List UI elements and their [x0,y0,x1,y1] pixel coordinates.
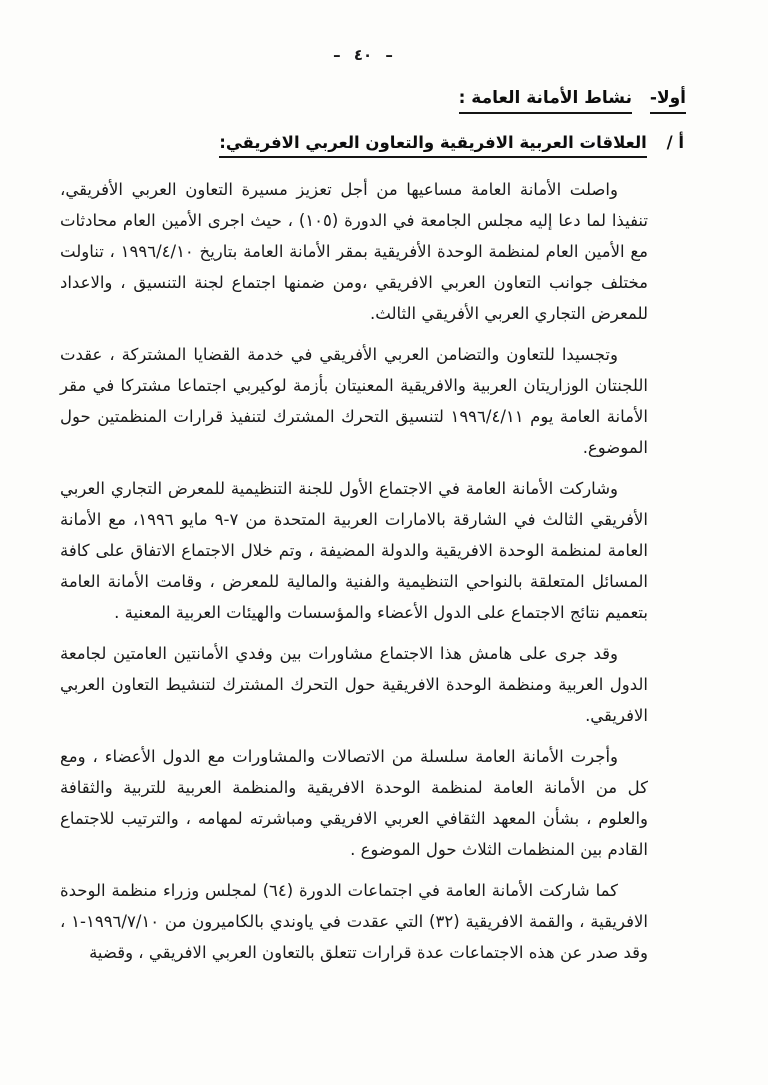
paragraph-5: وأجرت الأمانة العامة سلسلة من الاتصالات والمشاورات مع الدول الأعضاء ، ومع كل من الأمانة العامة لمنظمة الوحدة الافريقية والمنظمة العربية للتربية والثقافة والعلوم ، بشأن المعهد الثقافي العربي الافريقي ومباشرته لمهامه ، والترتيب للاجتماع القادم بين المنظمات الثلاث حول الموضوع . [60,747,648,859]
subsection-heading-prefix: أ / [666,133,684,152]
subsection-heading-title: العلاقات العربية الافريقية والتعاون العربي الافريقي: [219,133,647,158]
section-heading-title: نشاط الأمانة العامة : [459,88,632,114]
body-text [60,174,648,968]
paragraph-4: وقد جرى على هامش هذا الاجتماع مشاورات بين وفدي الأمانتين العامتين لجامعة الدول العربية ومنظمة الوحدة الافريقية حول التحرك المشترك لتنشيط التعاون العربي الافريقي. [60,644,648,725]
paragraph-6: كما شاركت الأمانة العامة في اجتماعات الدورة (٦٤) لمجلس وزراء منظمة الوحدة الافريقية ، والقمة الافريقية (٣٢) التي عقدت في ياوندي بالكاميرون من ⁦١٩٩٦/٧/١٠-١⁩ ، وقد صدر عن هذه الاجتماعات عدة قرارات تتعلق بالتعاون العربي الافريقي ، وقضية [60,881,648,962]
document-content [60,88,686,968]
paragraph-2: وتجسيدا للتعاون والتضامن العربي الأفريقي في خدمة القضايا المشتركة ، عقدت اللجنتان الوزاريتان العربية والافريقية المعنيتان بأزمة لوكيربي اجتماعا مشتركا في مقر الأمانة العامة يوم ١٩٩٦/٤/١١ لتنسيق التحرك المشترك لتنفيذ قرارات المنظمتين حول الموضوع. [60,345,648,457]
page-number: – ٤٠ – [333,46,393,64]
paragraph-1: واصلت الأمانة العامة مساعيها من أجل تعزيز مسيرة التعاون العربي الأفريقي، تنفيذا لما دعا إليه مجلس الجامعة في الدورة (١٠٥) ، حيث اجرى الأمين العام محادثات مع الأمين العام لمنظمة الوحدة الأفريقية بمقر الأمانة العامة بتاريخ ١٩٩٦/٤/١٠ ، تناولت مختلف جوانب التعاون العربي الافريقي ،ومن ضمنها اجتماع لجنة التنسيق ، والاعداد للمعرض التجاري العربي الأفريقي الثالث. [60,180,648,323]
paragraph-3: وشاركت الأمانة العامة في الاجتماع الأول للجنة التنظيمية للمعرض التجاري العربي الأفريقي الثالث في الشارقة بالامارات العربية المتحدة من ٧-٩ مايو ١٩٩٦، مع الأمانة العامة لمنظمة الوحدة الافريقية والدولة المضيفة ، وتم خلال الاجتماع الاتفاق على كافة المسائل المتعلقة بالنواحي التنظيمية والفنية والمالية للمعرض ، وقامت الأمانة العامة بتعميم نتائج الاجتماع على الدول الأعضاء والمؤسسات والهيئات العربية المعنية . [60,479,648,622]
section-heading-prefix: أولا- [650,88,686,114]
subsection-heading [60,133,684,158]
section-heading [60,88,686,114]
